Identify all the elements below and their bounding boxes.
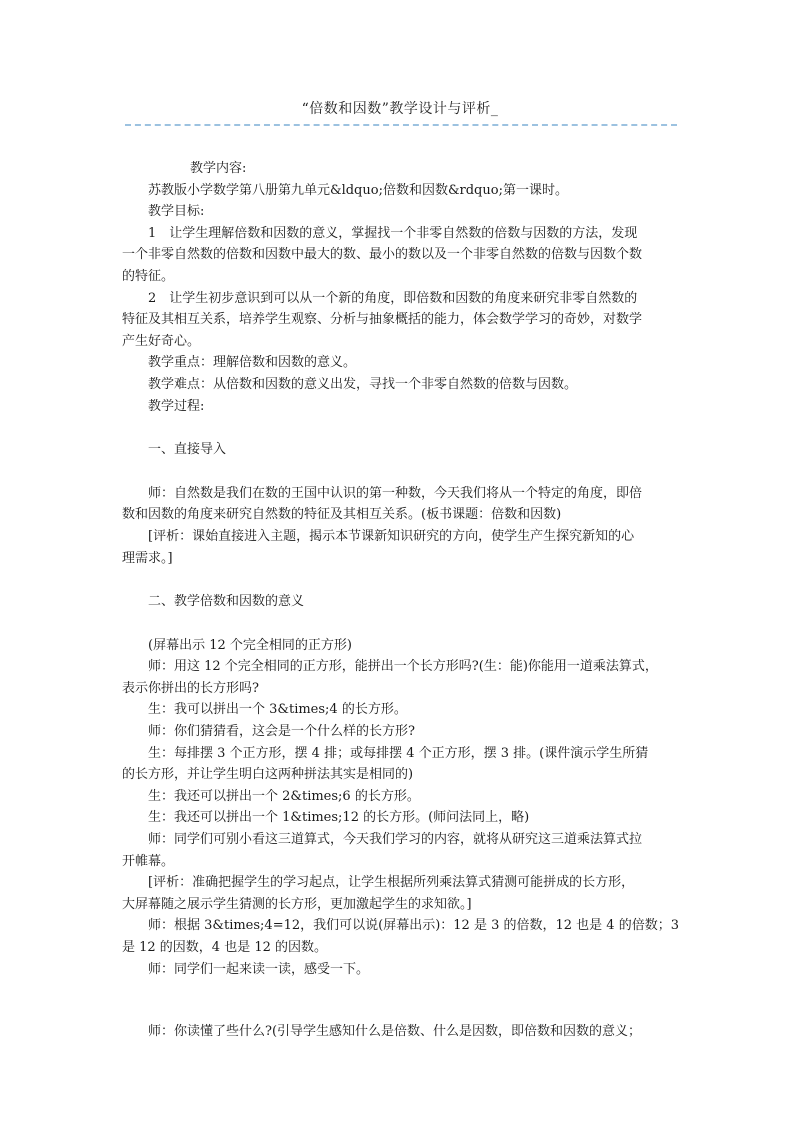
paragraph-line: 是 12 的因数，4 也是 12 的因数。: [122, 940, 328, 955]
paragraph-line: 的长方形，并让学生明白这两种拼法其实是相同的): [122, 767, 414, 783]
paragraph-line: 2 让学生初步意识到可以从一个新的角度，即倍数和因数的角度来研究非零自然数的: [148, 290, 638, 306]
paragraph-line: 师：自然数是我们在数的王国中认识的第一种数，今天我们将从一个特定的角度，即倍: [148, 485, 643, 501]
paragraph-line: [评析：课始直接进入主题，揭示本节课新知识研究的方向，使学生产生探究新知的心: [148, 528, 635, 544]
paragraph-line: 教学过程:: [148, 398, 205, 414]
paragraph-line: 苏教版小学数学第八册第九单元&ldquo;倍数和因数&rdquo;第一课时。: [148, 182, 568, 198]
document-title: “倍数和因数”教学设计与评析_: [301, 101, 499, 117]
section-heading: 一、直接导入: [148, 442, 227, 458]
paragraph-line: 生：我还可以拼出一个 1&times;12 的长方形。(师问法同上，略): [148, 810, 530, 826]
paragraph-line: 教学难点：从倍数和因数的意义出发，寻找一个非零自然数的倍数与因数。: [148, 376, 578, 392]
paragraph-line: 的特征。: [122, 268, 175, 284]
paragraph-line: 师：根据 3&times;4=12，我们可以说(屏幕出示)：12 是 3 的倍数，12 也是 4 的倍数；3: [148, 918, 679, 934]
paragraph-line: 1 让学生理解倍数和因数的意义，掌握找一个非零自然数的倍数与因数的方法，发现: [148, 225, 638, 241]
paragraph-line: [评析：准确把握学生的学习起点，让学生根据所列乘法算式猜测可能拼成的长方形，: [148, 875, 635, 891]
paragraph-line: 表示你拼出的长方形吗?: [122, 680, 259, 696]
paragraph-line: 生：我还可以拼出一个 2&times;6 的长方形。: [148, 788, 420, 804]
paragraph-line: 师：你们猜猜看，这会是一个什么样的长方形?: [148, 724, 415, 740]
paragraph-line: 师：你读懂了些什么?(引导学生感知什么是倍数、什么是因数，即倍数和因数的意义；: [148, 1024, 642, 1040]
paragraph-line: 数和因数的角度来研究自然数的特征及其相互关系。(板书课题：倍数和因数): [122, 507, 562, 523]
paragraph-line: (屏幕出示 12 个完全相同的正方形): [148, 637, 352, 653]
paragraph-line: 教学目标:: [148, 204, 205, 220]
paragraph-line: 教学重点：理解倍数和因数的意义。: [148, 355, 357, 371]
paragraph-line: 特征及其相互关系，培养学生观察、分析与抽象概括的能力，体会数学学习的奇妙，对数学: [122, 312, 643, 328]
paragraph-line: 开帷幕。: [122, 853, 175, 869]
paragraph-line: 教学内容:: [190, 161, 247, 176]
title-dashed-rule: [125, 124, 677, 126]
document-body: [122, 158, 682, 1043]
section-heading: 二、教学倍数和因数的意义: [148, 594, 305, 610]
paragraph-line: 师：同学们一起来读一读，感受一下。: [148, 961, 370, 977]
paragraph-line: 产生好奇心。: [122, 333, 201, 349]
paragraph-line: 师：同学们可别小看这三道算式，今天我们学习的内容，就将从研究这三道乘法算式拉: [148, 832, 643, 848]
paragraph-line: 生：每排摆 3 个正方形，摆 4 排；或每排摆 4 个正方形，摆 3 排。(课件演示学生所猜: [148, 745, 649, 761]
paragraph-line: 生：我可以拼出一个 3&times;4 的长方形。: [148, 702, 407, 718]
paragraph-line: 一个非零自然数的倍数和因数中最大的数、最小的数以及一个非零自然数的倍数与因数个数: [122, 247, 643, 263]
paragraph-line: 大屏幕随之展示学生猜测的长方形，更加激起学生的求知欲。]: [122, 896, 472, 912]
paragraph-line: 理需求。]: [122, 550, 173, 566]
paragraph-line: 师：用这 12 个完全相同的正方形，能拼出一个长方形吗?(生：能)你能用一道乘法算式，: [148, 659, 658, 675]
